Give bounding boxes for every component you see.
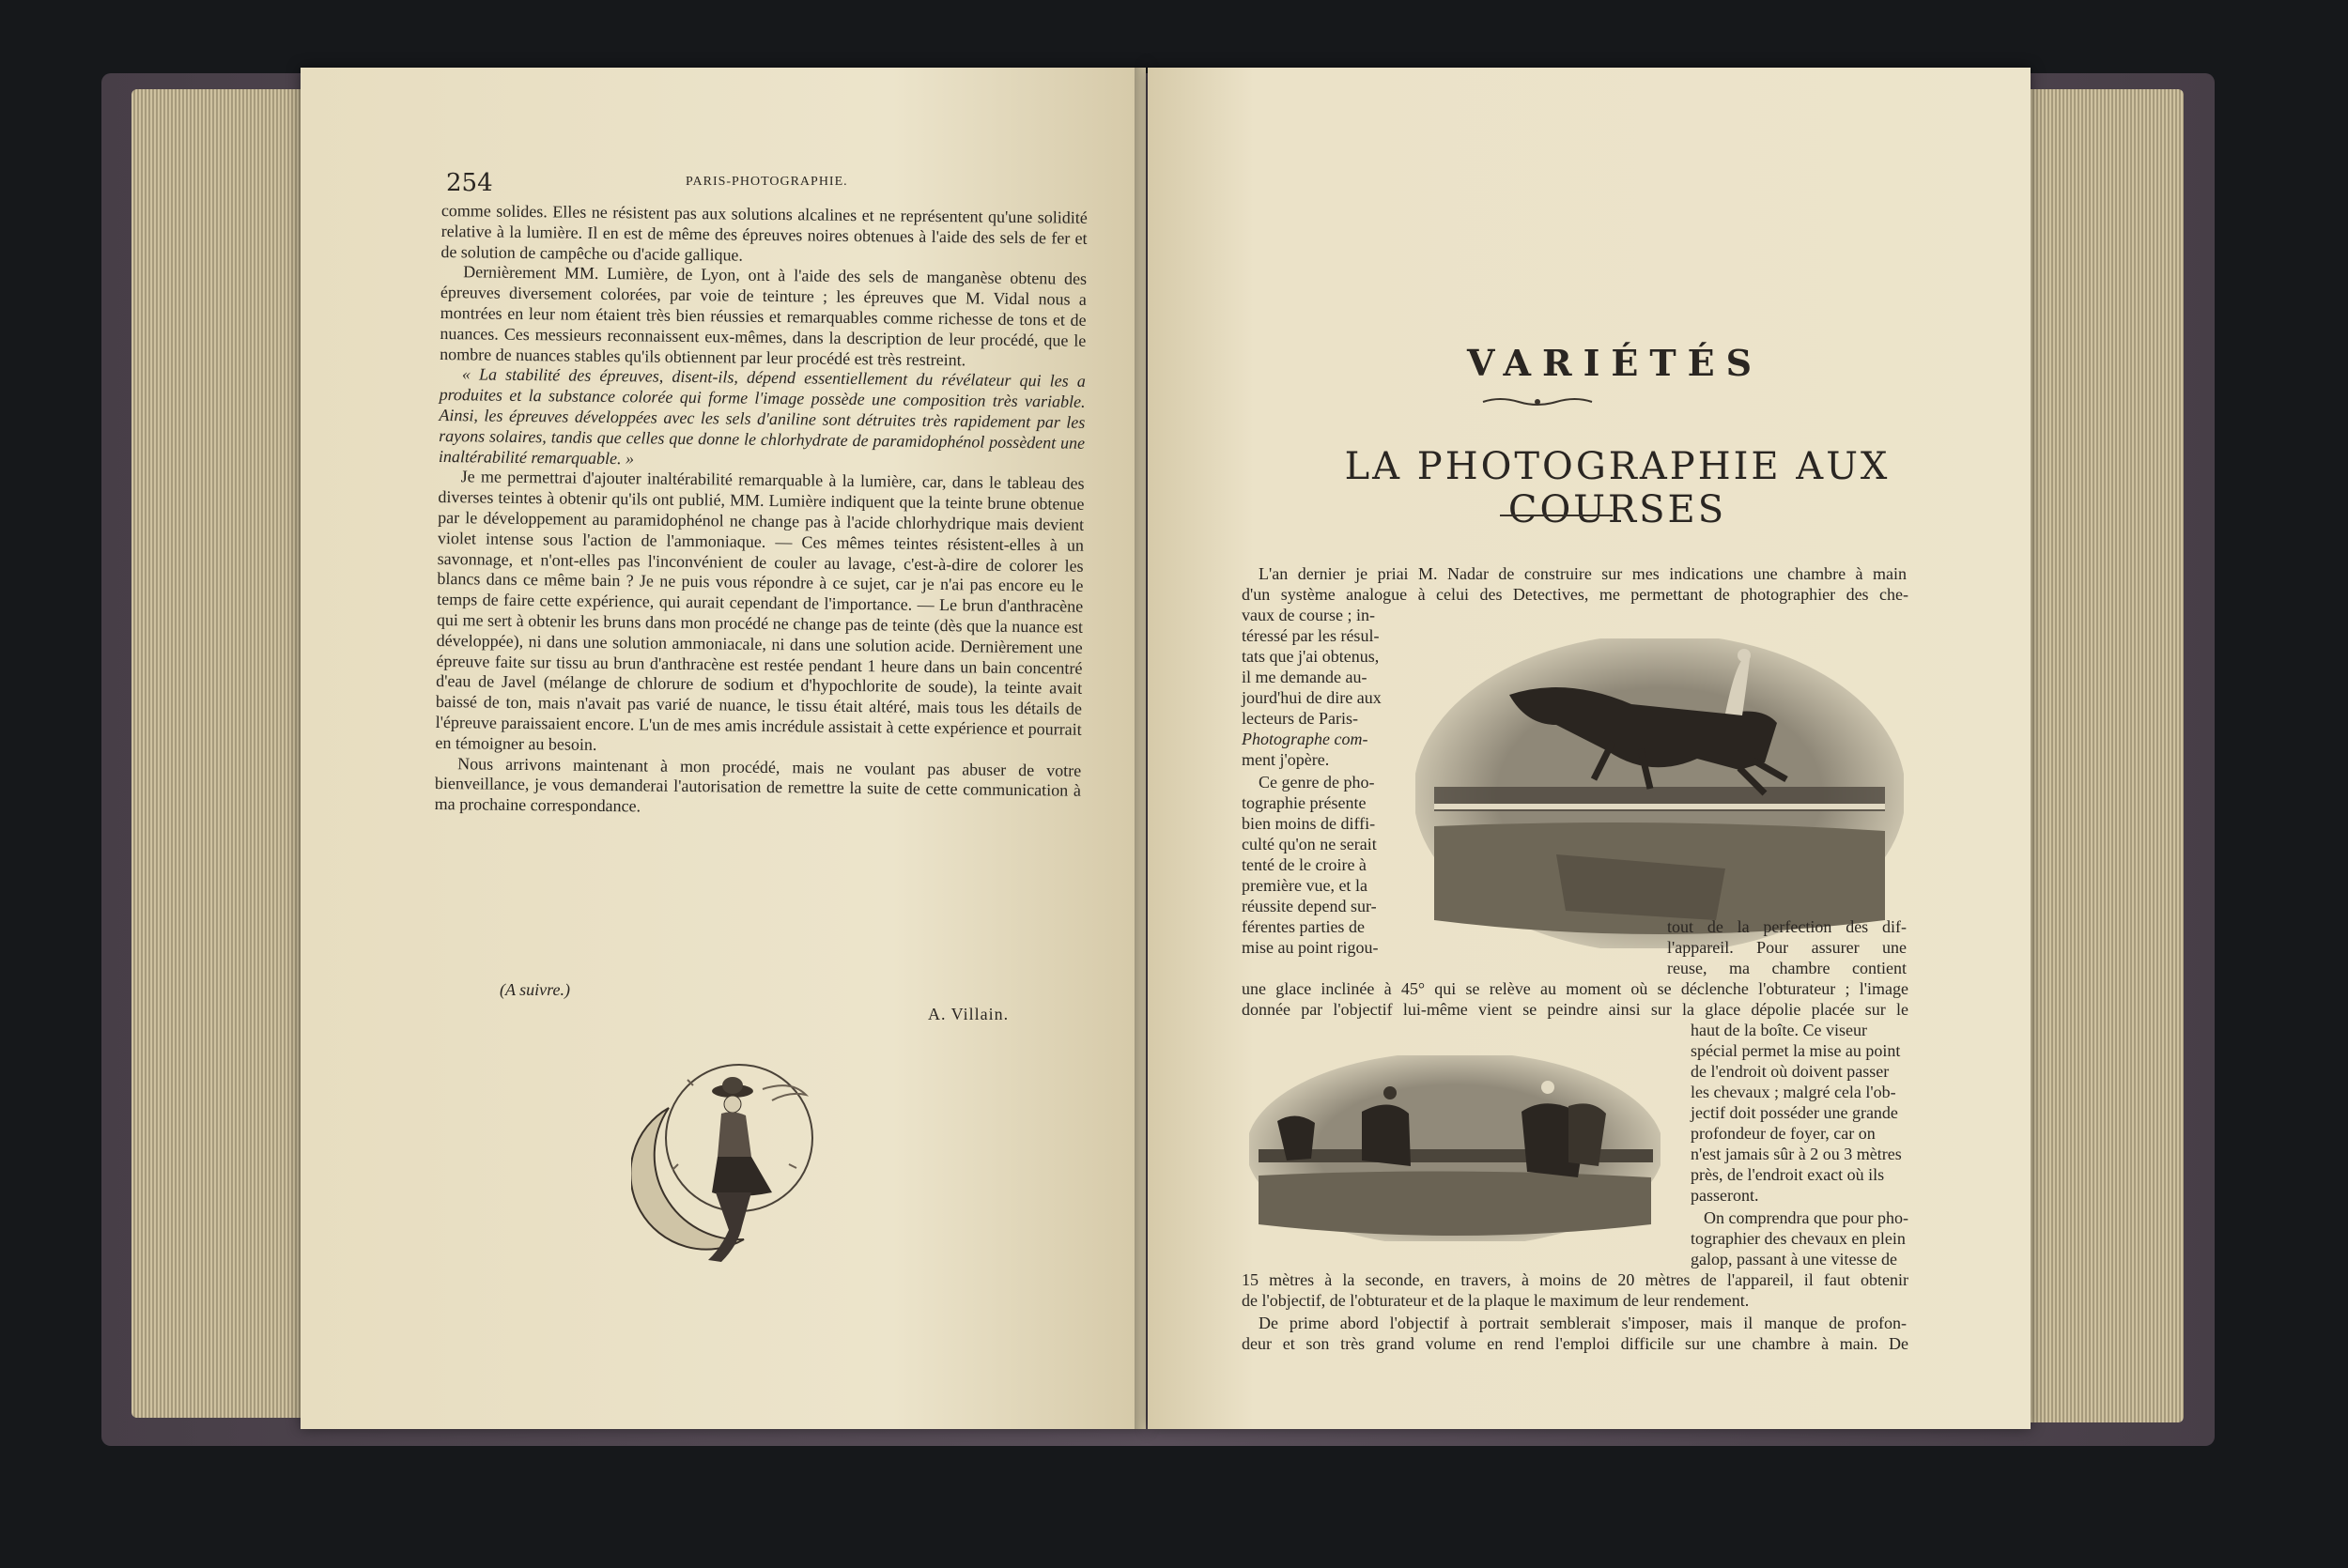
text-line: Photographe com- [1242, 730, 1368, 748]
right-page [1148, 68, 2031, 1429]
text-line: tenté de le croire à [1242, 855, 1367, 874]
author-signature: A. Villain. [928, 1005, 1010, 1023]
text-line: reuse, ma chambre contient [1667, 959, 1907, 977]
text-line: De prime abord l'objectif à portrait semblerait s'imposer, mais il manque de profon- [1259, 1314, 1907, 1332]
text-line: il me demande au- [1242, 668, 1367, 686]
text-line: une glace inclinée à 45° qui se relève au moment où se déclenche l'obturateur ; l'image [1242, 979, 1908, 998]
text-line: tout de la perfection des dif- [1667, 917, 1907, 936]
text-line: culté qu'on ne serait [1242, 835, 1377, 853]
text-line: lecteurs de Paris- [1242, 709, 1358, 728]
text-line: L'an dernier je priai M. Nadar de construire sur mes indications une chambre à main [1259, 564, 1907, 583]
page-edges-right [2019, 89, 2184, 1422]
text-line: donnée par l'objectif lui-même vient se peindre ainsi sur la glace dépolie placée sur le [1242, 1000, 1908, 1019]
section-title: VARIÉTÉS [1467, 342, 1764, 384]
text-line: haut de la boîte. Ce viseur [1691, 1021, 1867, 1039]
title-rule [1500, 515, 1613, 516]
text-line: d'un système analogue à celui des Detectives, me permettant de photographier des che- [1242, 585, 1908, 604]
page-number: 254 [446, 169, 493, 197]
article-title: LA PHOTOGRAPHIE AUX COURSES [1344, 445, 1891, 531]
text-line: On comprendra que pour pho- [1704, 1208, 1908, 1227]
text-line: de l'objectif, de l'obturateur et de la plaque le maximum de leur rendement. [1242, 1291, 1750, 1310]
to-follow-note: (A suivre.) [500, 980, 570, 999]
paragraph: Nous arrivons maintenant à mon procédé, mais ne voulant pas abuser de votre bienveillance, je vous demanderai l'autorisation de remettre la suite de cette communication à ma prochaine correspondance. [434, 753, 1082, 816]
quotation-paragraph: « La stabilité des épreuves, disent-ils, dépend essentiellement du révélateur qui les a produites et la substance colorée qui forme l'image possède une composition très variable. Ainsi, les épreuves développées avec les sels d'aniline sont détruites très rapidement par les rayons solaires, tandis que celles que donne le chlorhydrate de paramidophénol possèdent une inaltérabilité remarquable. » [438, 364, 1086, 468]
page-edges-left [131, 89, 319, 1418]
text-line: jourd'hui de dire aux [1242, 688, 1382, 707]
text-line: profondeur de foyer, car on [1691, 1124, 1876, 1143]
text-line: Ce genre de pho- [1259, 773, 1375, 792]
text-line: spécial permet la mise au point [1691, 1041, 1901, 1060]
text-line: ment j'opère. [1242, 750, 1330, 769]
text-line: bien moins de diffi- [1242, 814, 1376, 833]
racehorses-photo [1249, 1055, 1661, 1241]
text-line: tats que j'ai obtenus, [1242, 647, 1380, 666]
running-head: PARIS-PHOTOGRAPHIE. [686, 175, 848, 189]
paragraph: Dernièrement MM. Lumière, de Lyon, ont à l'aide des sels de manganèse obtenu des épreuves diversement colorées, par voie de teinture ; les épreuves que M. Vidal nous a montrées en leur nom étaient très bien réussies et remarquables comme richesse de tons et de nuances. Ces messieurs reconnaissent eux-mêmes, dans la description de leur procédé, que le nombre de nuances stables qu'ils obtiennent par leur procédé est très restreint. [440, 262, 1088, 369]
paragraph: Je me permettrai d'ajouter inaltérabilité remarquable à la lumière, car, dans le tableau des diverses teintes à obtenir qu'ils ont publié, MM. Lumière indiquent que la teinte brune obtenue par le développement au paramidophénol ne change pas à l'acide chlorhydrique mais devient violet intense sous l'action de l'ammoniaque. — Ces mêmes teintes résistent-elles à un savonnage, et n'ont-elles pas l'inconvénient de couler au lavage, c'est-à-dire de colorer les blancs dans ce même bain ? Je ne puis vous répondre à ce sujet, car je n'ai pas encore eu le temps de faire cette expérience, qui aurait cependant de l'importance. — Le brun d'anthracène qui me sert à obtenir les bruns dans mon procédé ne change pas de teinte (dès que la nuance est développée), ni dans une solution ammoniacale, ni dans une solution acide. Dernièrement une épreuve faite sur tissu au brun d'anthracène est restée pendant 1 heure dans un bain concentré d'eau de Javel (mélange de chlorure de sodium et d'hypochlorite de soude), la teinte avait baissé de ton, mais n'avait pas varié de nuance, le tissu était altéré, mais tous les détails de l'épreuve paraissaient encore. L'un de mes amis incrédule assistait à cette expérience et pourrait en témoigner au besoin. [435, 467, 1085, 754]
text-line: n'est jamais sûr à 2 ou 3 mètres [1691, 1145, 1902, 1163]
text-line: les chevaux ; malgré cela l'ob- [1691, 1083, 1896, 1101]
text-line: passeront. [1691, 1186, 1759, 1205]
text-line: vaux de course ; in- [1242, 606, 1375, 624]
steeplechase-jump-photo [1415, 638, 1904, 948]
ornament-flourish [1481, 394, 1594, 407]
left-page-text [435, 201, 1088, 822]
text-line: téressé par les résul- [1242, 626, 1380, 645]
text-line: 15 mètres à la seconde, en travers, à moins de 20 mètres de l'appareil, il faut obtenir [1242, 1270, 1908, 1289]
text-line: tographier des chevaux en plein [1691, 1229, 1906, 1248]
left-page [301, 68, 1146, 1429]
text-line: jectif doit posséder une grande [1691, 1103, 1898, 1122]
text-line: l'appareil. Pour assurer une [1667, 938, 1907, 957]
text-line: réussite depend sur- [1242, 897, 1377, 915]
text-line: galop, passant à une vitesse de [1691, 1250, 1897, 1268]
text-line: de l'endroit où doivent passer [1691, 1062, 1890, 1081]
woman-on-crescent-moon-illustration [631, 1052, 845, 1286]
text-line: mise au point rigou- [1242, 938, 1379, 957]
text-line: première vue, et la [1242, 876, 1367, 895]
paragraph: comme solides. Elles ne résistent pas aux solutions alcalines et ne représentent qu'une solidité relative à la lumière. Il en est de même des épreuves noires obtenues à l'aide des sels de fer et de solution de campêche ou d'acide gallique. [440, 201, 1088, 265]
text-line: deur et son très grand volume en rend l'emploi difficile sur une chambre à main. De [1242, 1334, 1908, 1353]
text-line: tographie présente [1242, 793, 1367, 812]
text-line: férentes parties de [1242, 917, 1365, 936]
text-line: près, de l'endroit exact où ils [1691, 1165, 1885, 1184]
